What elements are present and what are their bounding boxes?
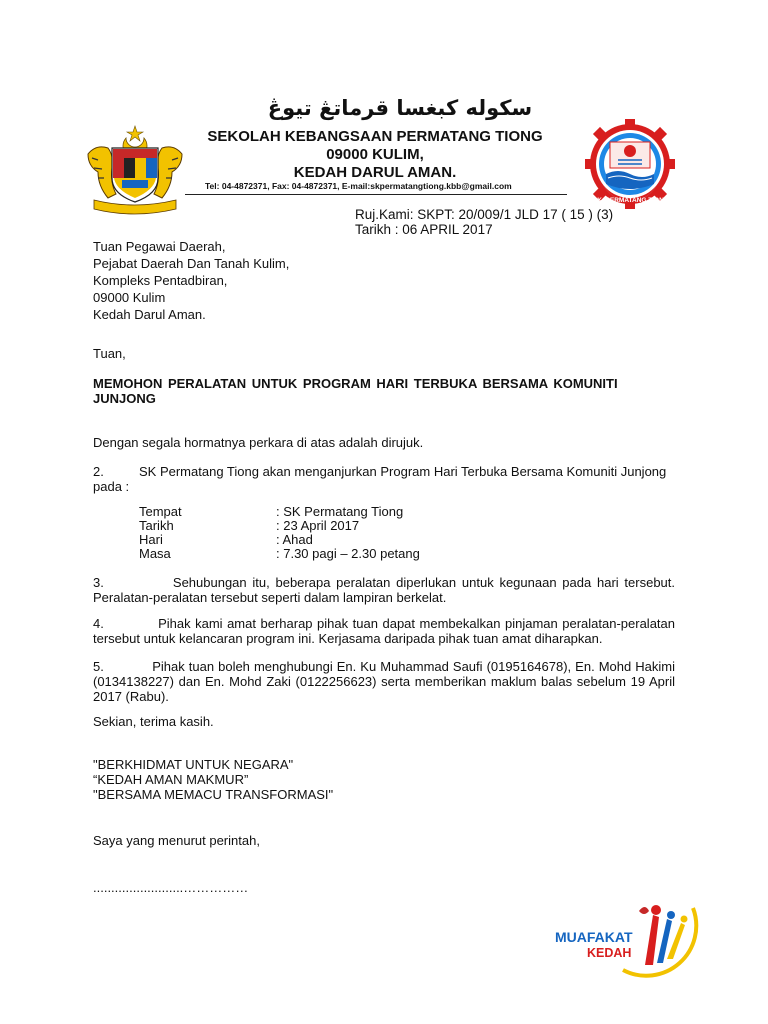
detail-row: [139, 505, 420, 519]
coat-of-arms-logo: [82, 124, 188, 218]
detail-value: : SK Permatang Tiong: [276, 504, 404, 519]
recipient-line: Kompleks Pentadbiran,: [93, 273, 228, 288]
recipient-line: Kedah Darul Aman.: [93, 307, 206, 322]
detail-row: [139, 533, 420, 547]
detail-row: [139, 519, 420, 533]
detail-value: : 23 April 2017: [276, 518, 360, 533]
muafakat-kedah-logo: [553, 895, 703, 985]
muafakat-logo-line2: KEDAH: [587, 946, 632, 960]
intro-paragraph: Dengan segala hormatnya perkara di atas adalah dirujuk.: [93, 435, 424, 450]
letter-date: Tarikh : 06 APRIL 2017: [355, 222, 493, 237]
school-address-line2: KEDAH DARUL AMAN.: [293, 164, 457, 181]
school-logo-text: S.K. PERMATANG TIONG: [591, 197, 669, 204]
detail-label: Masa: [139, 546, 171, 561]
event-details: [139, 505, 420, 561]
sign-off: Saya yang menurut perintah,: [93, 833, 260, 848]
detail-row: [139, 547, 420, 561]
para2-number: 2.: [93, 464, 104, 479]
closing: Sekian, terima kasih.: [93, 714, 214, 729]
detail-value: : 7.30 pagi – 2.30 petang: [276, 546, 420, 561]
reference-number: Ruj.Kami: SKPT: 20/009/1 JLD 17 ( 15 ) (3): [355, 207, 614, 222]
letterhead: [0, 0, 768, 205]
para3: 3. Sehubungan itu, beberapa peralatan diperlukan untuk kegunaan pada hari tersebut. Peralatan-peralatan tersebut seperti dalam lampiran berkelat.: [93, 575, 675, 605]
recipient-line: 09000 Kulim: [93, 290, 166, 305]
recipient-address: [93, 238, 289, 323]
school-name-jawi: سكوله كبغسا قرماتڠ تيوڠ: [267, 96, 533, 120]
slogan: "BERSAMA MEMACU TRANSFORMASI": [93, 787, 334, 802]
school-contact: Tel: 04-4872371, Fax: 04-4872371, E-mail:skpermatangtiong.kbb@gmail.com: [205, 181, 512, 191]
detail-value: : Ahad: [276, 532, 313, 547]
slogan: “KEDAH AMAN MAKMUR”: [93, 772, 249, 787]
slogan: "BERKHIDMAT UNTUK NEGARA": [93, 757, 294, 772]
para5: 5. Pihak tuan boleh menghubungi En. Ku Muhammad Saufi (0195164678), En. Mohd Hakimi (0134138227) dan En. Mohd Zaki (0122256623) serta memberikan maklum balas sebelum 19 April 2017 (Rabu).: [93, 659, 675, 704]
para2-line2: pada :: [93, 479, 130, 494]
muafakat-logo-line1: MUAFAKAT: [555, 929, 633, 945]
para2-line1: SK Permatang Tiong akan menganjurkan Program Hari Terbuka Bersama Komuniti Junjong: [139, 464, 667, 479]
detail-label: Hari: [139, 532, 163, 547]
school-logo: [584, 118, 676, 210]
recipient-line: Tuan Pegawai Daerah,: [93, 239, 226, 254]
letterhead-divider: [185, 194, 567, 195]
letter-subject: MEMOHON PERALATAN UNTUK PROGRAM HARI TERBUKA BERSAMA KOMUNITI JUNJONG: [93, 376, 618, 406]
school-address-line1: 09000 KULIM,: [326, 146, 424, 163]
salutation: Tuan,: [93, 346, 126, 361]
school-name: SEKOLAH KEBANGSAAN PERMATANG TIONG: [207, 128, 543, 145]
signature-line: .........................……………: [93, 880, 249, 895]
detail-label: Tarikh: [139, 518, 174, 533]
para4: 4. Pihak kami amat berharap pihak tuan dapat membekalkan pinjaman peralatan-peralatan tersebut untuk kelancaran program ini. Kerjasama daripada pihak tuan amat diharapkan.: [93, 616, 675, 646]
slogans: [93, 757, 333, 802]
recipient-line: Pejabat Daerah Dan Tanah Kulim,: [93, 256, 290, 271]
detail-label: Tempat: [139, 504, 182, 519]
